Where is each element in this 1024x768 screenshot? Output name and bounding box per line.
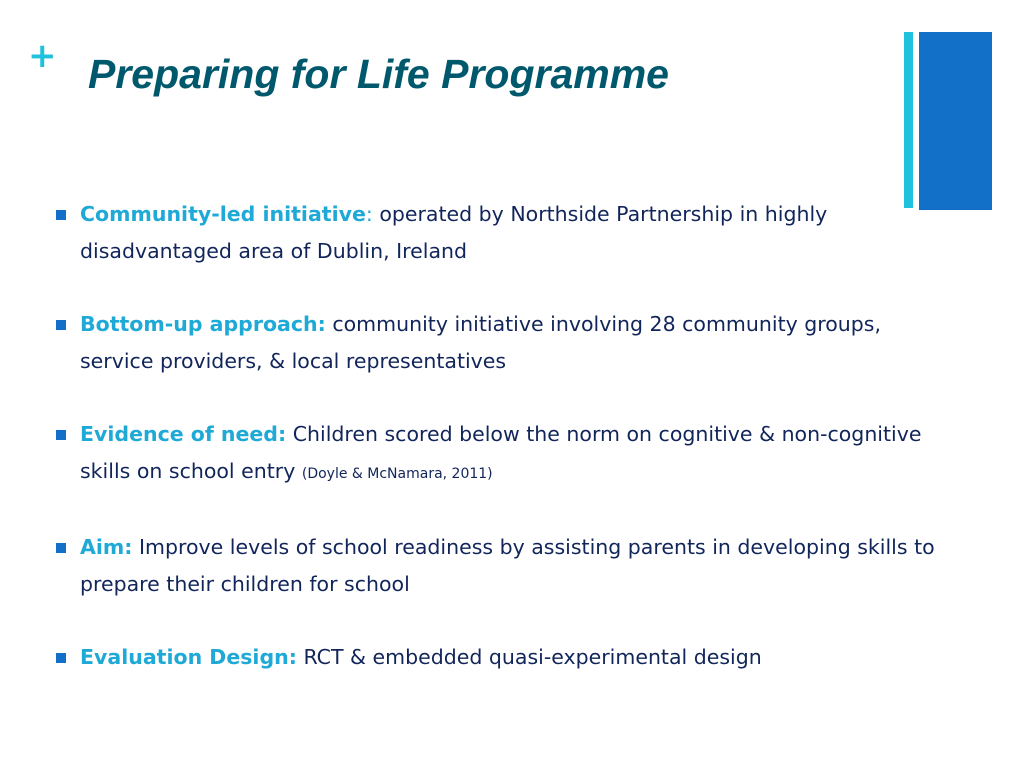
square-bullet-icon [56,320,66,330]
accent-bar-cyan [904,32,913,208]
slide-title: Preparing for Life Programme [88,51,669,97]
bullet-text: operated by Northside Partnership in highly disadvantaged area of Dublin, Ireland [80,202,828,263]
bullet-evaluation-design [55,639,955,676]
bullet-aim [55,529,955,603]
bullet-text: Improve levels of school readiness by assisting parents in developing skills to prepare their children for school [80,535,935,596]
accent-bar-blue [919,32,992,210]
bullet-label-separator: : [365,202,373,226]
bullet-label: Aim: [80,535,133,559]
square-bullet-icon [56,543,66,553]
bullet-label: Community-led initiative [80,202,366,226]
bullet-bottom-up [55,306,955,380]
bullet-text: RCT & embedded quasi-experimental design [296,645,762,669]
bullet-list [55,196,955,676]
bullet-label: Evaluation Design: [80,645,297,669]
bullet-text: community initiative involving 28 community groups, service providers, & local representatives [80,312,881,373]
bullet-label: Evidence of need: [80,422,287,446]
square-bullet-icon [56,653,66,663]
plus-icon: + [28,36,57,76]
square-bullet-icon [56,430,66,440]
bullet-evidence-of-need [55,416,955,493]
citation: (Doyle & McNamara, 2011) [301,466,493,482]
square-bullet-icon [56,210,66,220]
bullet-text: Children scored below the norm on cognitive & non-cognitive skills on school entry [80,422,922,483]
bullet-community-led [55,196,955,270]
bullet-label: Bottom-up approach: [80,312,326,336]
